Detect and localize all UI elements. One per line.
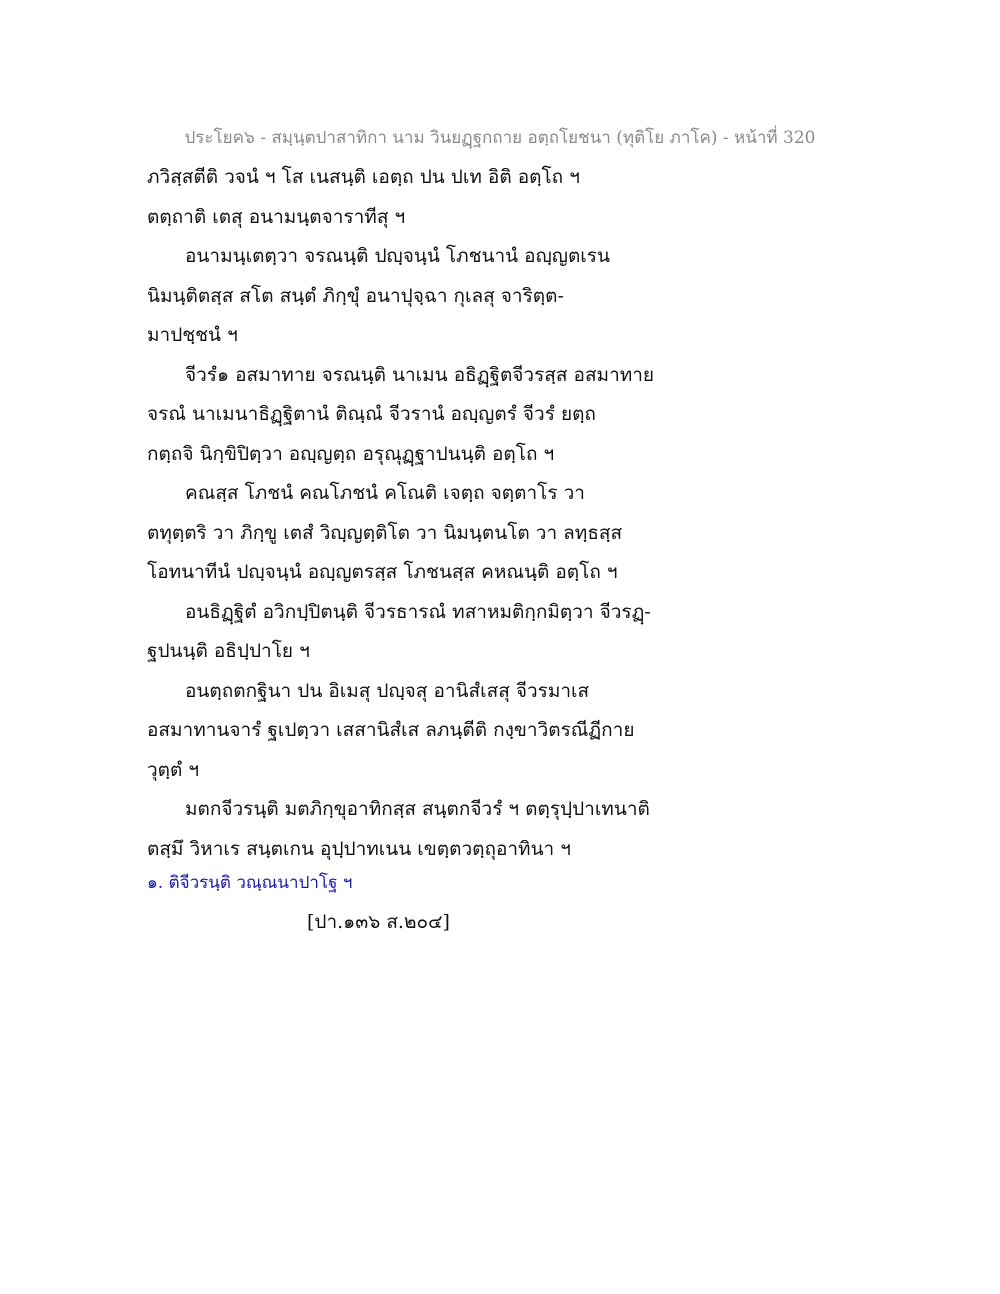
text-line: ตทุตฺตริ วา ภิกฺขู เตสํ วิญฺญตฺติโต วา นิมนฺตนโต วา ลทฺธสฺส bbox=[147, 521, 623, 544]
text-line: ตสฺมึ วิหาเร สนฺตเกน อุปฺปาทเนน เขตฺตวตฺถุอาทินา ฯ bbox=[147, 837, 571, 860]
text-line: จรณํ นาเมนาธิฏฺฐิตานํ ติณฺณํ จีวรานํ อญฺญตรํ จีวรํ ยตฺถ bbox=[147, 403, 596, 425]
text-line: จีวรํ๑ อสมาทาย จรณนฺติ นาเมน อธิฏฺฐิตจีวรสฺส อสมาทาย bbox=[185, 363, 655, 386]
text-line: อนามนฺเตตฺวา จรณนฺติ ปญฺจนฺนํ โภชนานํ อญฺญตเรน bbox=[185, 245, 610, 267]
text-line: คณสฺส โภชนํ คณโภชนํ คโณติ เจตฺถ จตฺตาโร วา bbox=[185, 482, 585, 504]
page-header-text: ประโยค๖ - สมฺนฺตปาสาทิกา นาม วินยฏฺฐกถาย อตฺถโยชนา (ทุติโย ภาโค) - หน้าที่ 320 bbox=[184, 128, 816, 148]
text-line: อสมาทานจารํ ฐเปตฺวา เสสานิสํเส ลภนฺตีติ กงฺขาวิตรณีฏีกาย bbox=[147, 719, 635, 741]
footnote: ๑. ติจีวรนฺติ วณฺณนาปาโฐ ฯ bbox=[147, 873, 353, 893]
text-line: ภวิสฺสตีติ วจนํ ฯ โส เนสนฺติ เอตฺถ ปน ปเท อิติ อตฺโถ ฯ bbox=[147, 166, 580, 188]
body-text bbox=[147, 158, 867, 901]
text-line: อนธิฏฺฐิตํ อวิกปฺปิตนฺติ จีวรธารณํ ทสาหมติกฺกมิตฺวา จีวรฏฺ- bbox=[185, 600, 651, 623]
page-reference: [ปา.๑๓๖ ส.๒๐๔] bbox=[307, 911, 450, 933]
text-line: ตตฺถาติ เตสุ อนามนฺตจาราทีสุ ฯ bbox=[147, 205, 406, 228]
text-line: กตฺถจิ นิกฺขิปิตฺวา อญฺญตฺถ อรุณุฏฺฐาปนนฺติ อตฺโถ ฯ bbox=[147, 442, 555, 465]
page-header bbox=[0, 124, 1000, 151]
text-line: ฐปนนฺติ อธิปฺปาโย ฯ bbox=[147, 640, 310, 662]
text-line: มาปชฺชนํ ฯ bbox=[147, 324, 238, 346]
text-line: โอทนาทีนํ ปญฺจนฺนํ อญฺญตรสฺส โภชนสฺส คหณนฺติ อตฺโถ ฯ bbox=[147, 561, 618, 583]
text-line: วุตฺตํ ฯ bbox=[147, 758, 200, 781]
text-line: นิมนฺติตสฺส สโต สนฺตํ ภิกฺขุํ อนาปุจฺฉา กุเลสุ จาริตฺต- bbox=[147, 284, 564, 307]
text-line: มตกจีวรนฺติ มตภิกฺขุอาทิกสฺส สนฺตกจีวรํ ฯ ตตฺรุปฺปาเทนาติ bbox=[185, 798, 650, 820]
text-line: อนตฺถตกฐินา ปน อิเมสุ ปญฺจสุ อานิสํเสสุ จีวรมาเส bbox=[185, 679, 590, 702]
